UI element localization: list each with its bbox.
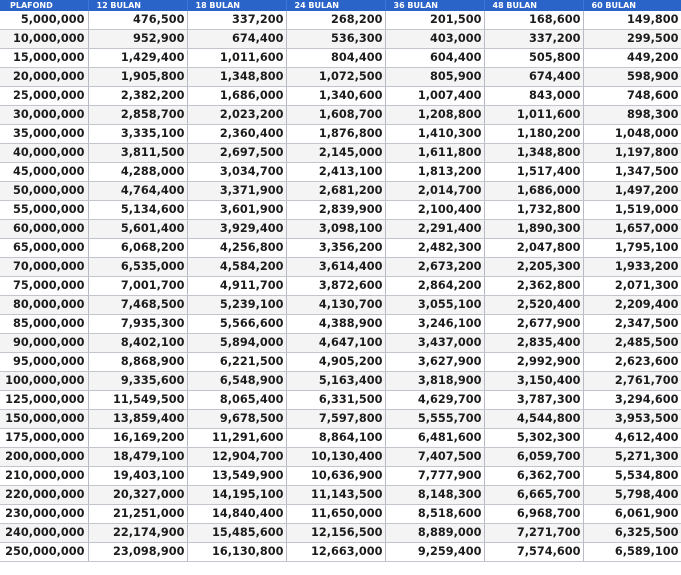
installment-12-cell: 20,327,000 — [88, 486, 187, 505]
installment-48-cell: 168,600 — [484, 11, 583, 30]
installment-60-cell: 1,197,800 — [583, 144, 681, 163]
installment-18-cell: 4,584,200 — [187, 258, 286, 277]
installment-48-cell: 3,150,400 — [484, 372, 583, 391]
installment-60-cell: 898,300 — [583, 106, 681, 125]
table-row — [0, 68, 681, 87]
installment-36-cell: 3,055,100 — [385, 296, 484, 315]
installment-18-cell: 3,929,400 — [187, 220, 286, 239]
table-row — [0, 410, 681, 429]
installment-48-cell: 337,200 — [484, 30, 583, 49]
installment-12-cell: 19,403,100 — [88, 467, 187, 486]
plafond-cell: 250,000,000 — [0, 543, 88, 562]
table-row — [0, 106, 681, 125]
installment-36-cell: 8,148,300 — [385, 486, 484, 505]
installment-60-cell: 598,900 — [583, 68, 681, 87]
installment-18-cell: 674,400 — [187, 30, 286, 49]
installment-48-cell: 2,677,900 — [484, 315, 583, 334]
installment-48-cell: 6,059,700 — [484, 448, 583, 467]
table-row — [0, 372, 681, 391]
installment-48-cell: 1,348,800 — [484, 144, 583, 163]
installment-48-cell: 1,686,000 — [484, 182, 583, 201]
plafond-cell: 240,000,000 — [0, 524, 88, 543]
plafond-cell: 100,000,000 — [0, 372, 88, 391]
installment-18-cell: 6,221,500 — [187, 353, 286, 372]
table-row — [0, 315, 681, 334]
installment-48-cell: 6,968,700 — [484, 505, 583, 524]
plafond-cell: 175,000,000 — [0, 429, 88, 448]
installment-12-cell: 11,549,500 — [88, 391, 187, 410]
installment-60-cell: 5,271,300 — [583, 448, 681, 467]
plafond-cell: 70,000,000 — [0, 258, 88, 277]
installment-12-cell: 7,001,700 — [88, 277, 187, 296]
installment-60-cell: 1,933,200 — [583, 258, 681, 277]
installment-18-cell: 3,371,900 — [187, 182, 286, 201]
installment-24-cell: 536,300 — [286, 30, 385, 49]
table-row — [0, 11, 681, 30]
installment-18-cell: 4,256,800 — [187, 239, 286, 258]
plafond-cell: 20,000,000 — [0, 68, 88, 87]
installment-60-cell: 149,800 — [583, 11, 681, 30]
installment-18-cell: 2,360,400 — [187, 125, 286, 144]
installment-48-cell: 1,732,800 — [484, 201, 583, 220]
installment-60-cell: 6,061,900 — [583, 505, 681, 524]
plafond-cell: 80,000,000 — [0, 296, 88, 315]
table-body — [0, 11, 681, 562]
installment-12-cell: 4,764,400 — [88, 182, 187, 201]
installment-18-cell: 5,239,100 — [187, 296, 286, 315]
installment-12-cell: 5,134,600 — [88, 201, 187, 220]
installment-18-cell: 16,130,800 — [187, 543, 286, 562]
installment-48-cell: 1,890,300 — [484, 220, 583, 239]
plafond-cell: 230,000,000 — [0, 505, 88, 524]
installment-24-cell: 5,163,400 — [286, 372, 385, 391]
installment-18-cell: 2,023,200 — [187, 106, 286, 125]
installment-24-cell: 1,608,700 — [286, 106, 385, 125]
installment-12-cell: 952,900 — [88, 30, 187, 49]
plafond-cell: 75,000,000 — [0, 277, 88, 296]
plafond-cell: 40,000,000 — [0, 144, 88, 163]
installment-24-cell: 268,200 — [286, 11, 385, 30]
installment-24-cell: 8,864,100 — [286, 429, 385, 448]
plafond-cell: 35,000,000 — [0, 125, 88, 144]
table-row — [0, 486, 681, 505]
table-row — [0, 277, 681, 296]
installment-18-cell: 5,566,600 — [187, 315, 286, 334]
table-row — [0, 49, 681, 68]
plafond-cell: 10,000,000 — [0, 30, 88, 49]
installment-24-cell: 2,413,100 — [286, 163, 385, 182]
installment-48-cell: 7,271,700 — [484, 524, 583, 543]
installment-60-cell: 748,600 — [583, 87, 681, 106]
installment-18-cell: 1,348,800 — [187, 68, 286, 87]
installment-18-cell: 5,894,000 — [187, 334, 286, 353]
installment-36-cell: 8,518,600 — [385, 505, 484, 524]
installment-36-cell: 3,246,100 — [385, 315, 484, 334]
plafond-cell: 200,000,000 — [0, 448, 88, 467]
plafond-cell: 65,000,000 — [0, 239, 88, 258]
installment-18-cell: 8,065,400 — [187, 391, 286, 410]
installment-60-cell: 3,953,500 — [583, 410, 681, 429]
installment-48-cell: 6,665,700 — [484, 486, 583, 505]
installment-36-cell: 2,014,700 — [385, 182, 484, 201]
installment-24-cell: 1,072,500 — [286, 68, 385, 87]
installment-36-cell: 5,555,700 — [385, 410, 484, 429]
installment-36-cell: 1,611,800 — [385, 144, 484, 163]
installment-24-cell: 2,145,000 — [286, 144, 385, 163]
table-row — [0, 391, 681, 410]
installment-48-cell: 4,544,800 — [484, 410, 583, 429]
header-18-bulan: 18 BULAN — [187, 0, 286, 11]
installment-60-cell: 6,589,100 — [583, 543, 681, 562]
plafond-cell: 15,000,000 — [0, 49, 88, 68]
installment-48-cell: 3,787,300 — [484, 391, 583, 410]
installment-36-cell: 201,500 — [385, 11, 484, 30]
plafond-cell: 50,000,000 — [0, 182, 88, 201]
installment-12-cell: 13,859,400 — [88, 410, 187, 429]
plafond-cell: 90,000,000 — [0, 334, 88, 353]
installment-12-cell: 5,601,400 — [88, 220, 187, 239]
installment-18-cell: 13,549,900 — [187, 467, 286, 486]
plafond-cell: 55,000,000 — [0, 201, 88, 220]
installment-12-cell: 4,288,000 — [88, 163, 187, 182]
installment-48-cell: 2,520,400 — [484, 296, 583, 315]
plafond-cell: 220,000,000 — [0, 486, 88, 505]
installment-36-cell: 1,007,400 — [385, 87, 484, 106]
installment-12-cell: 2,382,200 — [88, 87, 187, 106]
installment-24-cell: 10,636,900 — [286, 467, 385, 486]
installment-24-cell: 3,872,600 — [286, 277, 385, 296]
installment-12-cell: 21,251,000 — [88, 505, 187, 524]
plafond-cell: 30,000,000 — [0, 106, 88, 125]
installment-60-cell: 2,071,300 — [583, 277, 681, 296]
installment-18-cell: 3,034,700 — [187, 163, 286, 182]
installment-60-cell: 449,200 — [583, 49, 681, 68]
installment-12-cell: 16,169,200 — [88, 429, 187, 448]
installment-18-cell: 12,904,700 — [187, 448, 286, 467]
installment-24-cell: 11,143,500 — [286, 486, 385, 505]
installment-36-cell: 1,813,200 — [385, 163, 484, 182]
plafond-cell: 95,000,000 — [0, 353, 88, 372]
installment-60-cell: 6,325,500 — [583, 524, 681, 543]
installment-36-cell: 2,482,300 — [385, 239, 484, 258]
installment-60-cell: 1,795,100 — [583, 239, 681, 258]
table-row — [0, 239, 681, 258]
installment-12-cell: 3,335,100 — [88, 125, 187, 144]
installment-60-cell: 299,500 — [583, 30, 681, 49]
installment-48-cell: 674,400 — [484, 68, 583, 87]
installment-24-cell: 4,130,700 — [286, 296, 385, 315]
installment-36-cell: 7,777,900 — [385, 467, 484, 486]
installment-24-cell: 3,356,200 — [286, 239, 385, 258]
installment-48-cell: 505,800 — [484, 49, 583, 68]
plafond-cell: 125,000,000 — [0, 391, 88, 410]
installment-24-cell: 4,905,200 — [286, 353, 385, 372]
installment-12-cell: 1,429,400 — [88, 49, 187, 68]
installment-60-cell: 1,497,200 — [583, 182, 681, 201]
header-36-bulan: 36 BULAN — [385, 0, 484, 11]
installment-12-cell: 6,068,200 — [88, 239, 187, 258]
installment-48-cell: 2,992,900 — [484, 353, 583, 372]
installment-36-cell: 3,627,900 — [385, 353, 484, 372]
installment-24-cell: 2,681,200 — [286, 182, 385, 201]
table-row — [0, 220, 681, 239]
installment-36-cell: 1,208,800 — [385, 106, 484, 125]
plafond-cell: 150,000,000 — [0, 410, 88, 429]
installment-18-cell: 2,697,500 — [187, 144, 286, 163]
installment-24-cell: 3,098,100 — [286, 220, 385, 239]
installment-12-cell: 2,858,700 — [88, 106, 187, 125]
installment-36-cell: 403,000 — [385, 30, 484, 49]
table-row — [0, 296, 681, 315]
installment-36-cell: 2,864,200 — [385, 277, 484, 296]
installment-18-cell: 4,911,700 — [187, 277, 286, 296]
installment-60-cell: 1,657,000 — [583, 220, 681, 239]
installment-18-cell: 1,686,000 — [187, 87, 286, 106]
table-row — [0, 182, 681, 201]
installment-24-cell: 1,340,600 — [286, 87, 385, 106]
installment-60-cell: 1,519,000 — [583, 201, 681, 220]
installment-18-cell: 337,200 — [187, 11, 286, 30]
table-row — [0, 87, 681, 106]
plafond-cell: 85,000,000 — [0, 315, 88, 334]
installment-48-cell: 2,362,800 — [484, 277, 583, 296]
installment-18-cell: 3,601,900 — [187, 201, 286, 220]
plafond-cell: 210,000,000 — [0, 467, 88, 486]
installment-12-cell: 1,905,800 — [88, 68, 187, 87]
installment-36-cell: 6,481,600 — [385, 429, 484, 448]
installment-12-cell: 8,402,100 — [88, 334, 187, 353]
installment-36-cell: 3,818,900 — [385, 372, 484, 391]
installment-48-cell: 7,574,600 — [484, 543, 583, 562]
installment-36-cell: 1,410,300 — [385, 125, 484, 144]
installment-24-cell: 11,650,000 — [286, 505, 385, 524]
installment-24-cell: 804,400 — [286, 49, 385, 68]
installment-36-cell: 4,629,700 — [385, 391, 484, 410]
header-24-bulan: 24 BULAN — [286, 0, 385, 11]
installment-60-cell: 2,209,400 — [583, 296, 681, 315]
table-row — [0, 201, 681, 220]
table-row — [0, 429, 681, 448]
header-60-bulan: 60 BULAN — [583, 0, 681, 11]
table-row — [0, 30, 681, 49]
installment-60-cell: 4,612,400 — [583, 429, 681, 448]
installment-24-cell: 4,388,900 — [286, 315, 385, 334]
installment-60-cell: 1,347,500 — [583, 163, 681, 182]
plafond-cell: 25,000,000 — [0, 87, 88, 106]
installment-18-cell: 6,548,900 — [187, 372, 286, 391]
installment-48-cell: 6,362,700 — [484, 467, 583, 486]
installment-24-cell: 4,647,100 — [286, 334, 385, 353]
installment-36-cell: 805,900 — [385, 68, 484, 87]
installment-48-cell: 1,517,400 — [484, 163, 583, 182]
header-48-bulan: 48 BULAN — [484, 0, 583, 11]
table-row — [0, 543, 681, 562]
installment-36-cell: 3,437,000 — [385, 334, 484, 353]
installment-60-cell: 1,048,000 — [583, 125, 681, 144]
installment-18-cell: 15,485,600 — [187, 524, 286, 543]
installment-60-cell: 5,534,800 — [583, 467, 681, 486]
installment-18-cell: 14,195,100 — [187, 486, 286, 505]
installment-18-cell: 1,011,600 — [187, 49, 286, 68]
installment-12-cell: 23,098,900 — [88, 543, 187, 562]
installment-12-cell: 7,468,500 — [88, 296, 187, 315]
installment-18-cell: 11,291,600 — [187, 429, 286, 448]
installment-12-cell: 6,535,000 — [88, 258, 187, 277]
installment-18-cell: 9,678,500 — [187, 410, 286, 429]
installment-48-cell: 1,180,200 — [484, 125, 583, 144]
installment-12-cell: 22,174,900 — [88, 524, 187, 543]
installment-12-cell: 476,500 — [88, 11, 187, 30]
installment-24-cell: 1,876,800 — [286, 125, 385, 144]
installment-60-cell: 5,798,400 — [583, 486, 681, 505]
installment-24-cell: 7,597,800 — [286, 410, 385, 429]
installment-36-cell: 2,100,400 — [385, 201, 484, 220]
table-row — [0, 353, 681, 372]
table-row — [0, 258, 681, 277]
installment-36-cell: 9,259,400 — [385, 543, 484, 562]
installment-48-cell: 2,205,300 — [484, 258, 583, 277]
header-12-bulan: 12 BULAN — [88, 0, 187, 11]
installment-12-cell: 18,479,100 — [88, 448, 187, 467]
table-row — [0, 505, 681, 524]
installment-48-cell: 1,011,600 — [484, 106, 583, 125]
table-row — [0, 163, 681, 182]
installment-24-cell: 12,156,500 — [286, 524, 385, 543]
table-row — [0, 125, 681, 144]
installment-24-cell: 3,614,400 — [286, 258, 385, 277]
installment-12-cell: 9,335,600 — [88, 372, 187, 391]
installment-48-cell: 2,047,800 — [484, 239, 583, 258]
installment-24-cell: 10,130,400 — [286, 448, 385, 467]
installment-12-cell: 7,935,300 — [88, 315, 187, 334]
installment-48-cell: 5,302,300 — [484, 429, 583, 448]
installment-24-cell: 12,663,000 — [286, 543, 385, 562]
installment-36-cell: 2,291,400 — [385, 220, 484, 239]
table-row — [0, 448, 681, 467]
table-row — [0, 467, 681, 486]
installment-24-cell: 6,331,500 — [286, 391, 385, 410]
installment-18-cell: 14,840,400 — [187, 505, 286, 524]
installment-36-cell: 2,673,200 — [385, 258, 484, 277]
installment-48-cell: 2,835,400 — [484, 334, 583, 353]
installment-60-cell: 3,294,600 — [583, 391, 681, 410]
installment-60-cell: 2,623,600 — [583, 353, 681, 372]
table-row — [0, 524, 681, 543]
table-header — [0, 0, 681, 11]
installment-12-cell: 8,868,900 — [88, 353, 187, 372]
header-row — [0, 0, 681, 11]
plafond-cell: 60,000,000 — [0, 220, 88, 239]
table-row — [0, 144, 681, 163]
installment-60-cell: 2,347,500 — [583, 315, 681, 334]
installment-12-cell: 3,811,500 — [88, 144, 187, 163]
installment-48-cell: 843,000 — [484, 87, 583, 106]
installment-36-cell: 7,407,500 — [385, 448, 484, 467]
header-plafond: PLAFOND — [0, 0, 88, 11]
installment-60-cell: 2,485,500 — [583, 334, 681, 353]
installment-60-cell: 2,761,700 — [583, 372, 681, 391]
installment-36-cell: 8,889,000 — [385, 524, 484, 543]
table-row — [0, 334, 681, 353]
plafond-cell: 5,000,000 — [0, 11, 88, 30]
installment-36-cell: 604,400 — [385, 49, 484, 68]
installment-24-cell: 2,839,900 — [286, 201, 385, 220]
plafond-cell: 45,000,000 — [0, 163, 88, 182]
